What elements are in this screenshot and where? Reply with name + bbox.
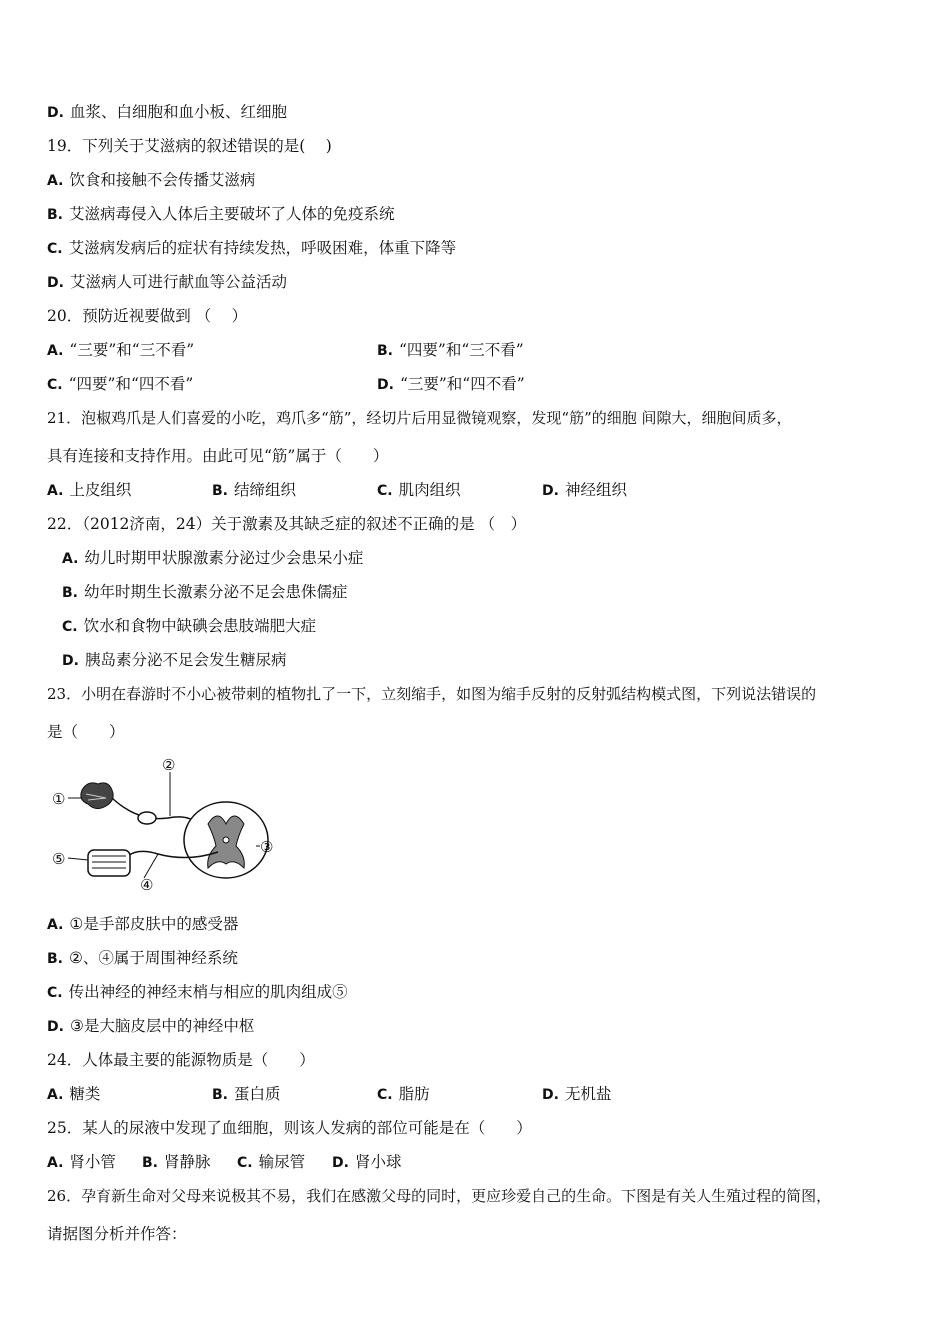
option-text: 艾滋病人可进行献血等公益活动 (69, 273, 287, 291)
q20-stem: 20．预防近视要做到 （ ） (47, 307, 248, 325)
option-label: C. (47, 241, 63, 257)
q21-option-c (377, 479, 461, 502)
q20-option-c (47, 373, 193, 396)
q21-option-a (47, 479, 131, 502)
q22-option-d (62, 649, 286, 672)
figure-label-1: ① (52, 790, 66, 808)
option-label: D. (542, 483, 559, 499)
option-text: 肾小管 (69, 1153, 116, 1171)
option-label: C. (237, 1155, 253, 1171)
option-text: 神经组织 (564, 481, 627, 499)
option-label: D. (47, 275, 64, 291)
option-label: C. (62, 619, 78, 635)
option-text: 幼儿时期甲状腺激素分泌过少会患呆小症 (84, 549, 364, 567)
option-text: 胰岛素分泌不足会发生糖尿病 (84, 651, 287, 669)
q25-stem: 25．某人的尿液中发现了血细胞，则该人发病的部位可能是在（ ） (47, 1119, 532, 1137)
option-text: 饮水和食物中缺碘会患肢端肥大症 (83, 617, 317, 635)
q23-option-d (47, 1015, 254, 1038)
option-text: “三要”和“四不看” (399, 375, 525, 393)
option-text: 上皮组织 (69, 481, 132, 499)
reflex-arc-diagram (48, 752, 278, 892)
figure-label-3: ③ (260, 838, 274, 856)
q23-option-b (47, 947, 238, 970)
option-label: A. (47, 483, 64, 499)
option-text: 艾滋病毒侵入人体后主要破坏了人体的免疫系统 (69, 205, 395, 223)
q20-option-a (47, 339, 194, 362)
option-text: “三要”和“三不看” (69, 341, 195, 359)
option-text: 脂肪 (398, 1085, 430, 1103)
q21-option-d (542, 479, 627, 502)
option-text: ①是手部皮肤中的感受器 (69, 915, 239, 933)
option-text: ③是大脑皮层中的神经中枢 (69, 1017, 255, 1035)
q26-stem-line1: 26．孕育新生命对父母来说极其不易，我们在感激父母的同时，更应珍爱自己的生命。下图是有关人生殖过程的简图， (47, 1187, 832, 1205)
q21-stem-line2: 具有连接和支持作用。由此可见“筋”属于（ ） (47, 447, 389, 465)
q24-option-c (377, 1083, 430, 1106)
q21-stem-line1: 21．泡椒鸡爪是人们喜爱的小吃，鸡爪多“筋”，经切片后用显微镜观察，发现“筋”的细胞 间隙大，细胞间质多， (47, 409, 792, 427)
option-label: B. (47, 951, 63, 967)
option-label: A. (47, 1087, 64, 1103)
figure-label-2: ② (162, 756, 176, 774)
q23-option-c (47, 981, 348, 1004)
q26-stem-line2: 请据图分析并作答： (47, 1225, 187, 1243)
q22-stem: 22．（2012济南，24）关于激素及其缺乏症的叙述不正确的是 （ ） (47, 515, 527, 533)
q24-stem: 24．人体最主要的能源物质是（ ） (47, 1051, 315, 1069)
q19-option-c (47, 237, 456, 260)
option-label: A. (47, 173, 64, 189)
q22-option-b (62, 581, 348, 604)
option-text: “四要”和“三不看” (399, 341, 524, 359)
q19-option-d (47, 271, 287, 294)
q23-stem-line2: 是（ ） (47, 723, 125, 741)
option-text: 肾小球 (354, 1153, 402, 1171)
option-text: 饮食和接触不会传播艾滋病 (69, 171, 256, 189)
option-label: B. (377, 343, 393, 359)
option-text: 艾滋病发病后的症状有持续发热，呼吸困难，体重下降等 (68, 239, 457, 257)
figure-label-5: ⑤ (52, 850, 66, 868)
q25-option-a (47, 1151, 116, 1174)
option-text: 蛋白质 (234, 1085, 281, 1103)
option-label: D. (47, 105, 64, 121)
q24-option-a (47, 1083, 100, 1106)
option-label: A. (47, 1155, 64, 1171)
q24-option-b (212, 1083, 281, 1106)
option-text: 输尿管 (258, 1153, 306, 1171)
q23-stem-line1: 23．小明在春游时不小心被带刺的植物扎了一下，立刻缩手，如图为缩手反射的反射弧结构模式图，下列说法错误的 (47, 685, 817, 703)
q24-option-d (542, 1083, 611, 1106)
q23-option-a (47, 913, 238, 936)
option-label: D. (47, 1019, 64, 1035)
option-label: C. (47, 377, 63, 393)
q25-option-d (332, 1151, 401, 1174)
option-label: A. (47, 917, 64, 933)
option-text: 传出神经的神经末梢与相应的肌肉组成⑤ (68, 983, 348, 1001)
q22-option-c (62, 615, 316, 638)
option-label: B. (212, 1087, 228, 1103)
option-text: 血浆、白细胞和血小板、红细胞 (69, 103, 287, 121)
q18-option-d (47, 101, 287, 124)
q21-option-b (212, 479, 296, 502)
option-text: 糖类 (69, 1085, 101, 1103)
option-text: ②、④属于周围神经系统 (69, 949, 238, 967)
q22-option-a (62, 547, 363, 570)
ganglion (138, 812, 156, 824)
option-label: D. (332, 1155, 349, 1171)
option-label: C. (47, 985, 63, 1001)
q19-stem: 19．下列关于艾滋病的叙述错误的是( ) (47, 137, 332, 155)
q19-option-a (47, 169, 255, 192)
q20-option-b (377, 339, 524, 362)
option-label: A. (62, 551, 79, 567)
option-text: 幼年时期生长激素分泌不足会患侏儒症 (84, 583, 348, 601)
option-label: D. (542, 1087, 559, 1103)
option-label: B. (142, 1155, 158, 1171)
figure-label-4: ④ (140, 876, 154, 892)
effector-muscle (88, 850, 130, 876)
q19-option-b (47, 203, 395, 226)
option-label: B. (62, 585, 78, 601)
option-label: A. (47, 343, 64, 359)
option-text: 结缔组织 (234, 481, 297, 499)
q20-option-d (377, 373, 525, 396)
option-text: 肾静脉 (164, 1153, 211, 1171)
option-text: 无机盐 (564, 1085, 612, 1103)
option-label: D. (377, 377, 394, 393)
option-label: B. (47, 207, 63, 223)
option-label: C. (377, 1087, 393, 1103)
q25-option-b (142, 1151, 211, 1174)
option-text: 肌肉组织 (398, 481, 461, 499)
option-label: B. (212, 483, 228, 499)
option-label: D. (62, 653, 79, 669)
option-text: “四要”和“四不看” (68, 375, 194, 393)
q25-option-c (237, 1151, 305, 1174)
option-label: C. (377, 483, 393, 499)
